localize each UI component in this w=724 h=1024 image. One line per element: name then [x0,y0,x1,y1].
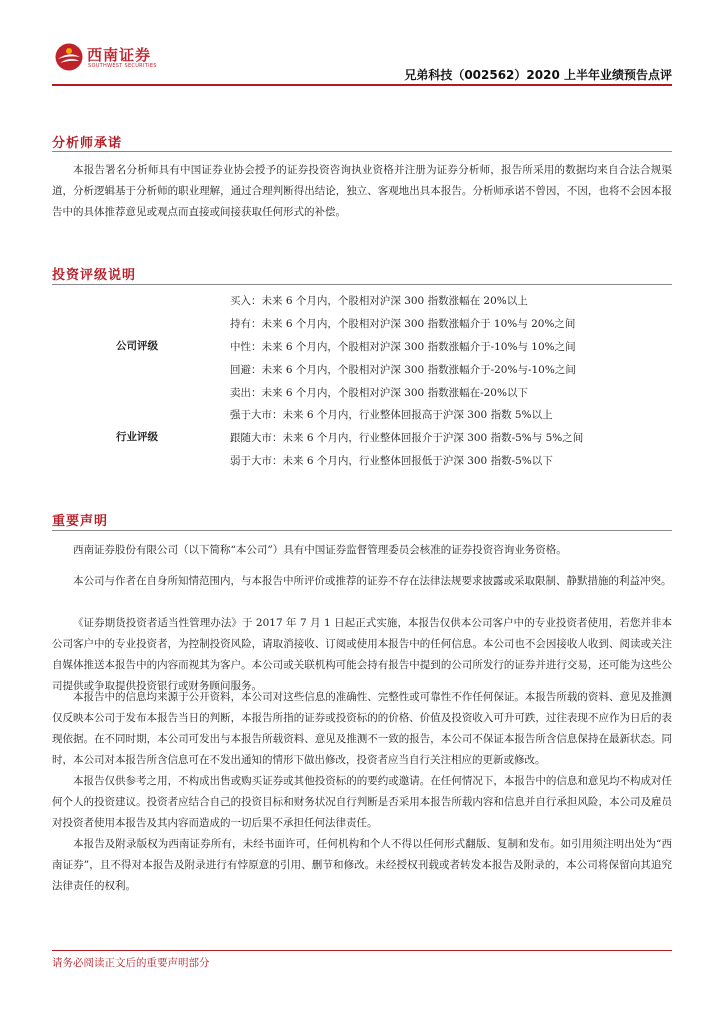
disclaimer-paragraph: 本报告仅供参考之用，不构成出售或购买证券或其他投资标的的要约或邀请。在任何情况下，本报告中的信息和意见均不构成对任何个人的投资建议。投资者应结合自己的投资目标和财务状况自行判断是否采用本报告所载内容和信息并自行承担风险，本公司及雇员对投资者使用本报告及其内容而造成的一切后果不承担任何法律责任。 [52,775,672,829]
rating-line-neutral: 中性：未来 6 个月内，个股相对沪深 300 指数涨幅介于-10%与 10%之间 [230,341,576,353]
rating-line-buy: 买入：未来 6 个月内，个股相对沪深 300 指数涨幅在 20%以上 [230,295,528,307]
disclaimer-paragraph: 西南证券股份有限公司（以下简称“本公司”）具有中国证券监督管理委员会核准的证券投资咨询业务资格。 [73,544,567,556]
section-title-disclaimer: 重要声明 [52,514,109,529]
disclaimer-paragraph: 本公司与作者在自身所知情范围内，与本报告中所评价或推荐的证券不存在法律法规要求披露或采取限制、静默措施的利益冲突。 [73,575,672,587]
rating-line-underperform: 弱于大市：未来 6 个月内，行业整体回报低于沪深 300 指数-5%以下 [230,455,553,467]
section-divider-rating [52,284,672,285]
southwest-securities-logo-icon [54,42,84,72]
industry-rating-label: 行业评级 [116,431,158,443]
company-rating-block [52,290,672,402]
rating-line-outperform: 强于大市：未来 6 个月内，行业整体回报高于沪深 300 指数 5%以上 [230,409,553,421]
header-divider [52,84,672,86]
rating-line-avoid: 回避：未来 6 个月内，个股相对沪深 300 指数涨幅介于-20%与-10%之间 [230,364,576,376]
footer-notice: 请务必阅读正文后的重要声明部分 [52,957,210,969]
disclaimer-paragraph: 《证券期货投资者适当性管理办法》于 2017 年 7 月 1 日起正式实施，本报告仅供本公司客户中的专业投资者使用，若您并非本公司客户中的专业投资者，为控制投资风险，请取消接收、订阅或使用本报告中的任何信息。本公司也不会因接收人收到、阅读或关注自媒体推送本报告中的内容而视其为客户。本公司或关联机构可能会持有报告中提到的公司所发行的证券并进行交易，还可能为这些公司提供或争取提供投资银行或财务顾问服务。 [52,617,672,692]
industry-rating-block [52,404,672,472]
analyst-commitment-text: 本报告署名分析师具有中国证券业协会授予的证券投资咨询执业资格并注册为证券分析师，报告所采用的数据均来自合法合规渠道，分析逻辑基于分析师的职业理解，通过合理判断得出结论，独立、客观地出具本报告。分析师承诺不曾因，不因，也将不会因本报告中的具体推荐意见或观点而直接或间接获取任何形式的补偿。 [52,164,672,218]
section-divider-disclaimer [52,530,672,531]
company-logo [54,42,164,76]
rating-line-sell: 卖出：未来 6 个月内，个股相对沪深 300 指数涨幅在-20%以下 [230,387,528,399]
footer-divider [52,950,672,951]
section-title-rating: 投资评级说明 [52,268,137,283]
section-title-analyst: 分析师承诺 [52,136,123,151]
report-title: 兄弟科技（002562）2020 上半年业绩预告点评 [404,68,672,82]
disclaimer-paragraph: 本报告及附录版权为西南证券所有，未经书面许可，任何机构和个人不得以任何形式翻版、复制和发布。如引用须注明出处为“西南证券”，且不得对本报告及附录进行有悖原意的引用、删节和修改。未经授权刊载或者转发本报告及附录的，本公司将保留向其追究法律责任的权利。 [52,838,672,892]
rating-line-hold: 持有：未来 6 个月内，个股相对沪深 300 指数涨幅介于 10%与 20%之间 [230,318,576,330]
rating-line-market-perform: 跟随大市：未来 6 个月内，行业整体回报介于沪深 300 指数-5%与 5%之间 [230,432,584,444]
section-divider-analyst [52,151,672,152]
disclaimer-paragraph: 本报告中的信息均来源于公开资料，本公司对这些信息的准确性、完整性或可靠性不作任何保证。本报告所载的资料、意见及推测仅反映本公司于发布本报告当日的判断，本报告所指的证券或投资标的的价格、价值及投资收入可升可跌，过往表现不应作为日后的表现依据。在不同时期，本公司可发出与本报告所载资料、意见及推测不一致的报告，本公司不保证本报告所含信息保持在最新状态。同时，本公司对本报告所含信息可在不发出通知的情形下做出修改，投资者应当自行关注相应的更新或修改。 [52,691,672,766]
logo-english-name: SOUTHWEST SECURITIES [88,63,157,69]
logo-chinese-name: 西南证券 [87,46,152,64]
company-rating-label: 公司评级 [116,340,158,352]
page-header [0,0,724,90]
